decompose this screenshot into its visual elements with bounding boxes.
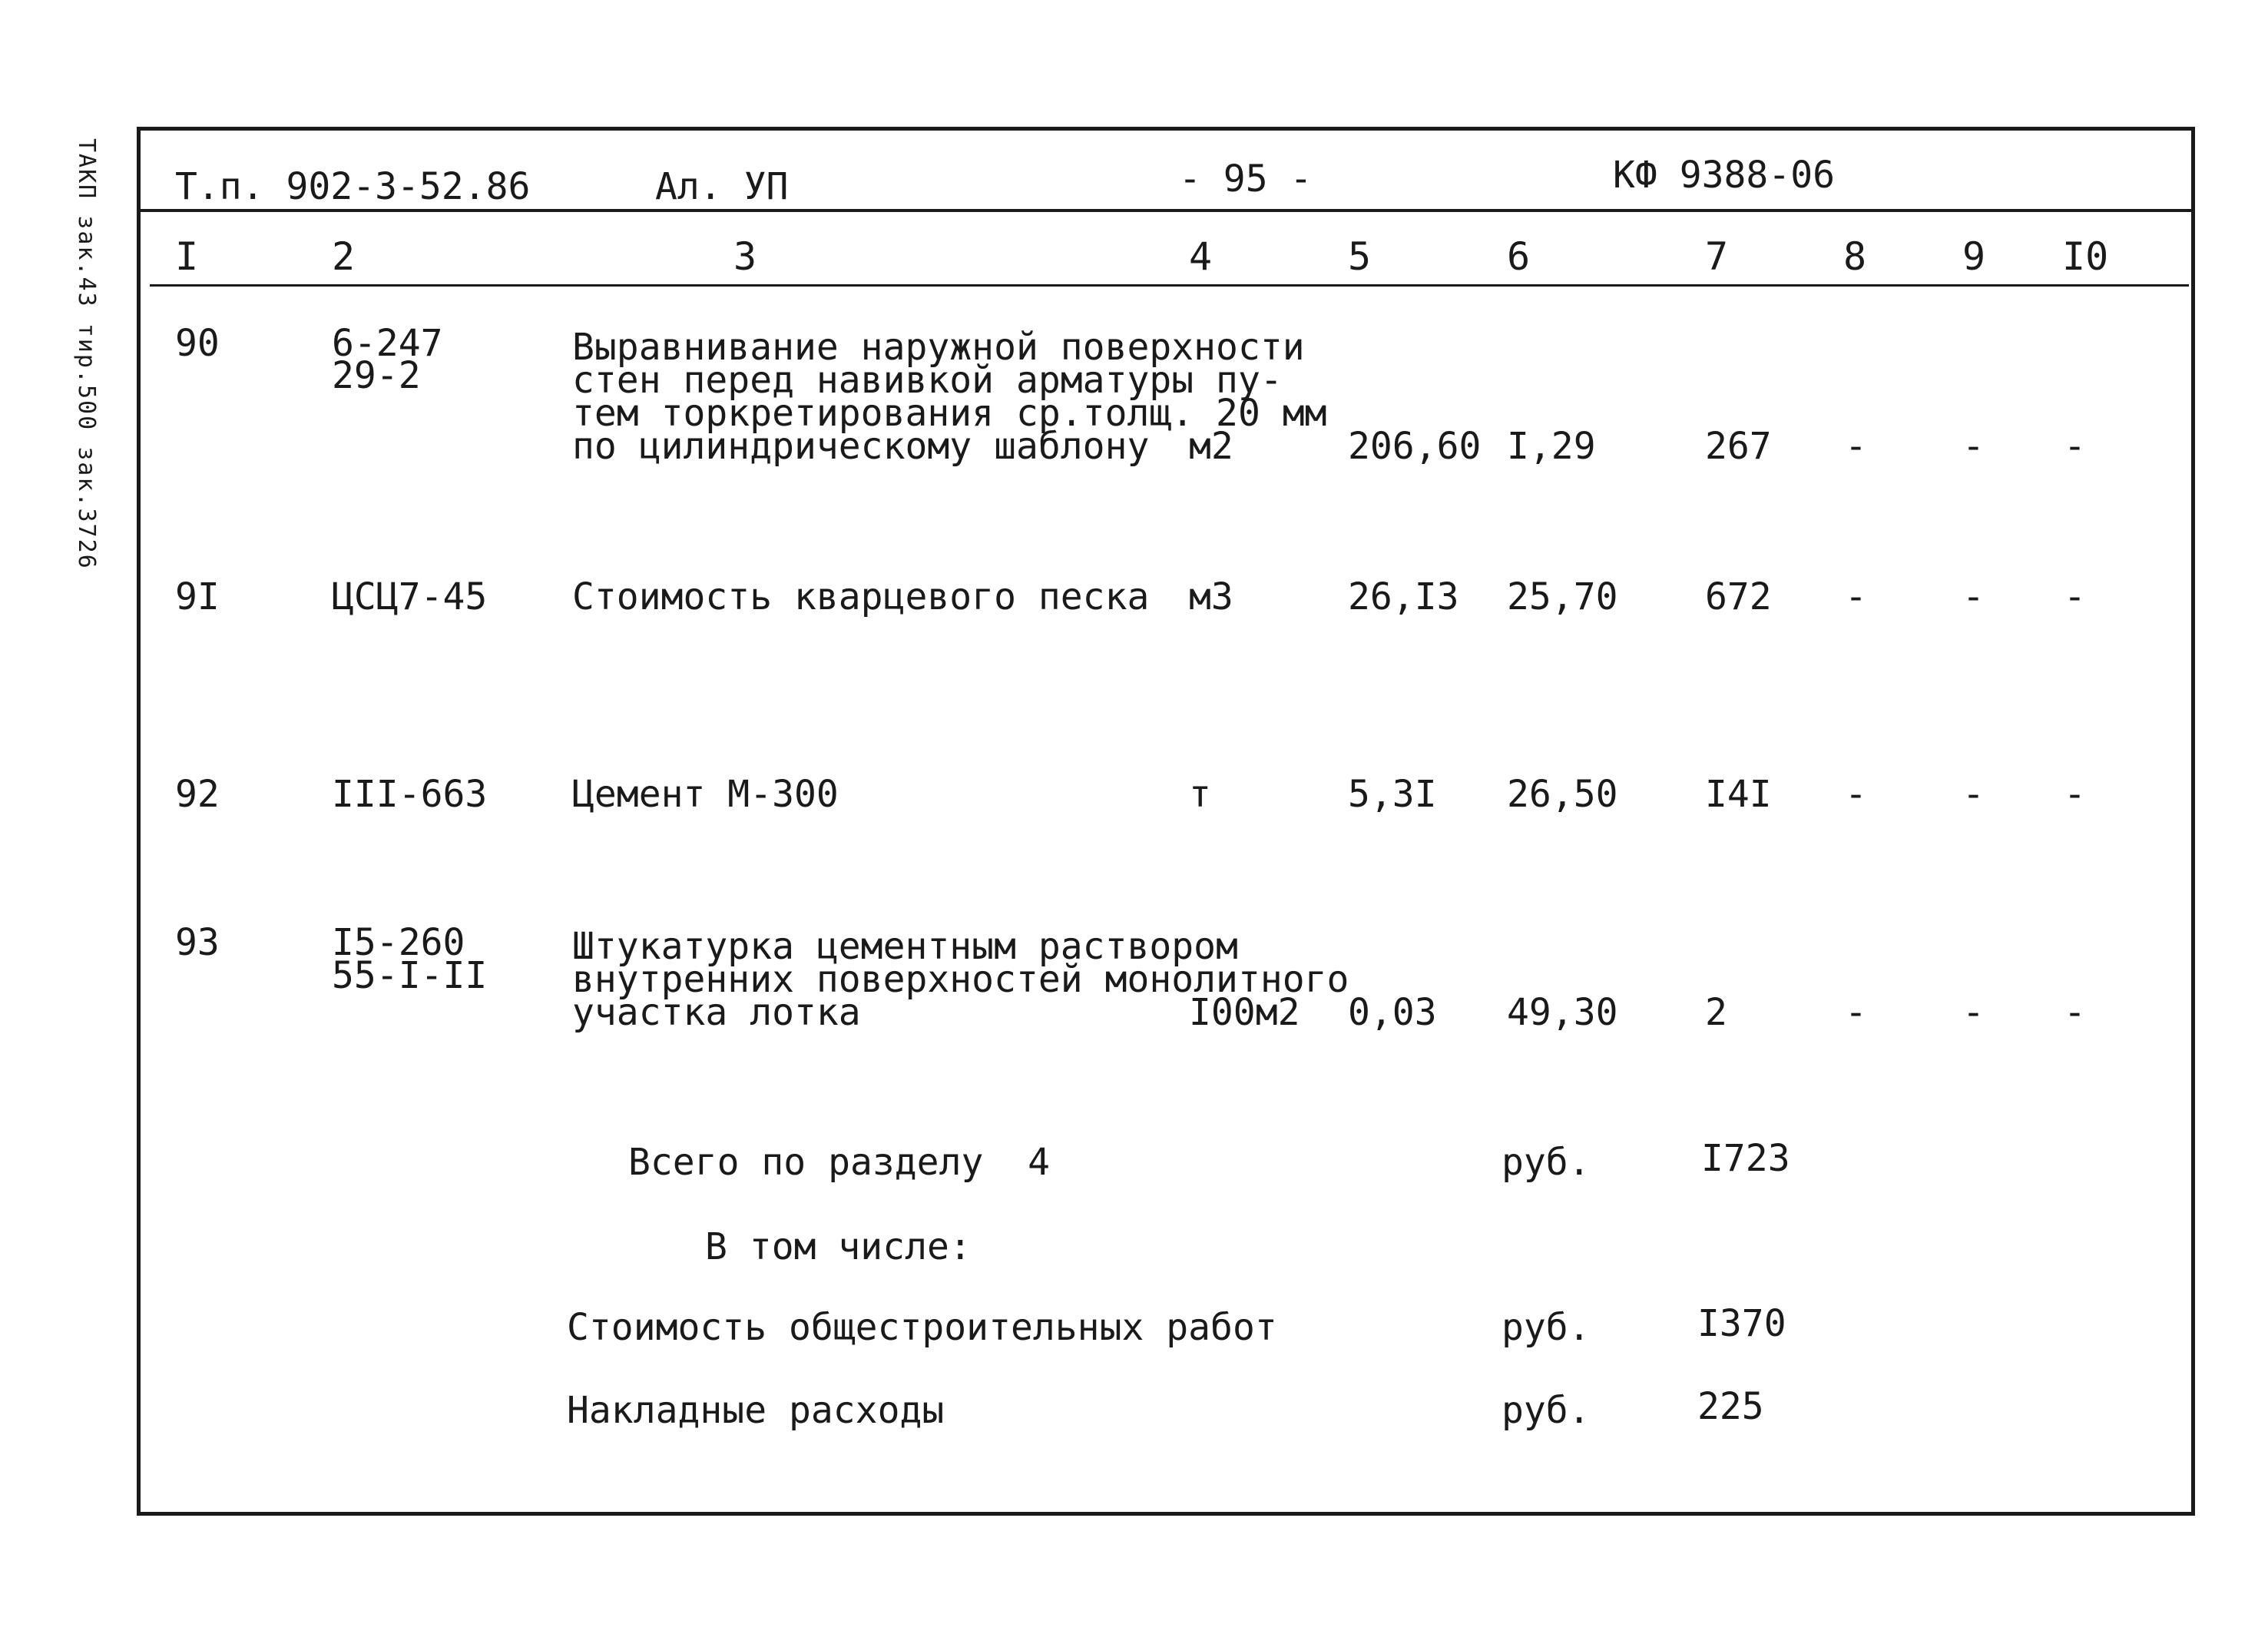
unit-price: 25,70 [1507,575,1618,618]
rate-code: 29-2 [332,354,421,397]
form-code: КФ 9388-06 [1613,154,1835,197]
quantity: 26,I3 [1348,575,1459,618]
side-note-text: ТАКП зак.43 тир.500 зак.3726 [73,138,100,570]
side-note [63,138,109,568]
work-description: Штукатурка цементным раствором [572,925,1238,968]
col-header-8: 8 [1843,234,1867,279]
unit: т [1189,773,1211,816]
unit-price: I,29 [1507,425,1596,468]
overhead-label: Накладные расходы [567,1389,945,1432]
unit: м2 [1189,425,1233,468]
col9-value: - [1962,773,1985,816]
col8-value: - [1845,991,1867,1034]
col10-value: - [2064,575,2086,618]
col8-value: - [1845,575,1867,618]
work-description: по цилиндрическому шаблону [572,425,1150,468]
work-description: тем торкретирования ср.толщ. 20 мм [572,392,1327,435]
header-rule [137,209,2195,212]
general-works-unit: руб. [1502,1306,1591,1349]
col-header-1: I [175,234,199,279]
overhead-value: 225 [1697,1385,1764,1428]
section-total-unit: руб. [1502,1141,1591,1184]
unit: I00м2 [1189,991,1300,1034]
rate-code: 55-I-II [332,954,488,997]
col9-value: - [1962,425,1985,468]
rate-code: III-663 [332,773,488,816]
quantity: 0,03 [1348,991,1437,1034]
work-description: стен перед навивкой арматуры пу- [572,359,1283,402]
section-total-label: Всего по разделу 4 [628,1141,1051,1184]
col-header-10: I0 [2062,234,2109,279]
unit-price: 26,50 [1507,773,1618,816]
total-cost: I4I [1705,773,1772,816]
work-description: Цемент М-300 [572,773,839,816]
columns-rule [150,284,2189,287]
col-header-6: 6 [1507,234,1531,279]
row-number: 93 [175,921,220,964]
including-label: В том числе: [705,1225,972,1268]
col9-value: - [1962,575,1985,618]
row-number: 90 [175,322,220,365]
row-number: 92 [175,773,220,816]
col10-value: - [2064,991,2086,1034]
col8-value: - [1845,773,1867,816]
col-header-5: 5 [1348,234,1372,279]
col-header-9: 9 [1962,234,1986,279]
doc-number: Т.п. 902-3-52.86 [175,165,531,208]
quantity: 206,60 [1348,425,1482,468]
quantity: 5,3I [1348,773,1437,816]
unit: м3 [1189,575,1233,618]
rate-code: ЦСЦ7-45 [332,575,488,618]
general-works-label: Стоимость общестроительных работ [567,1306,1277,1349]
work-description: участка лотка [572,991,861,1034]
row-number: 9I [175,575,220,618]
rate-code: I5-260 [332,921,465,964]
total-cost: 672 [1705,575,1772,618]
total-cost: 267 [1705,425,1772,468]
unit-price: 49,30 [1507,991,1618,1034]
col10-value: - [2064,425,2086,468]
work-description: внутренних поверхностей монолитного [572,958,1349,1001]
album-label: Ал. УП [655,165,789,208]
general-works-value: I370 [1697,1302,1786,1345]
section-total-value: I723 [1701,1137,1790,1180]
work-description: Стоимость кварцевого песка [572,575,1150,618]
col9-value: - [1962,991,1985,1034]
col-header-2: 2 [332,234,356,279]
col8-value: - [1845,425,1867,468]
col-header-7: 7 [1705,234,1729,279]
col-header-3: 3 [733,234,757,279]
page-number: - 95 - [1179,157,1313,201]
work-description: Выравнивание наружной поверхности [572,326,1305,369]
total-cost: 2 [1705,991,1727,1034]
overhead-unit: руб. [1502,1389,1591,1432]
rate-code: 6-247 [332,322,443,365]
col10-value: - [2064,773,2086,816]
col-header-4: 4 [1189,234,1213,279]
